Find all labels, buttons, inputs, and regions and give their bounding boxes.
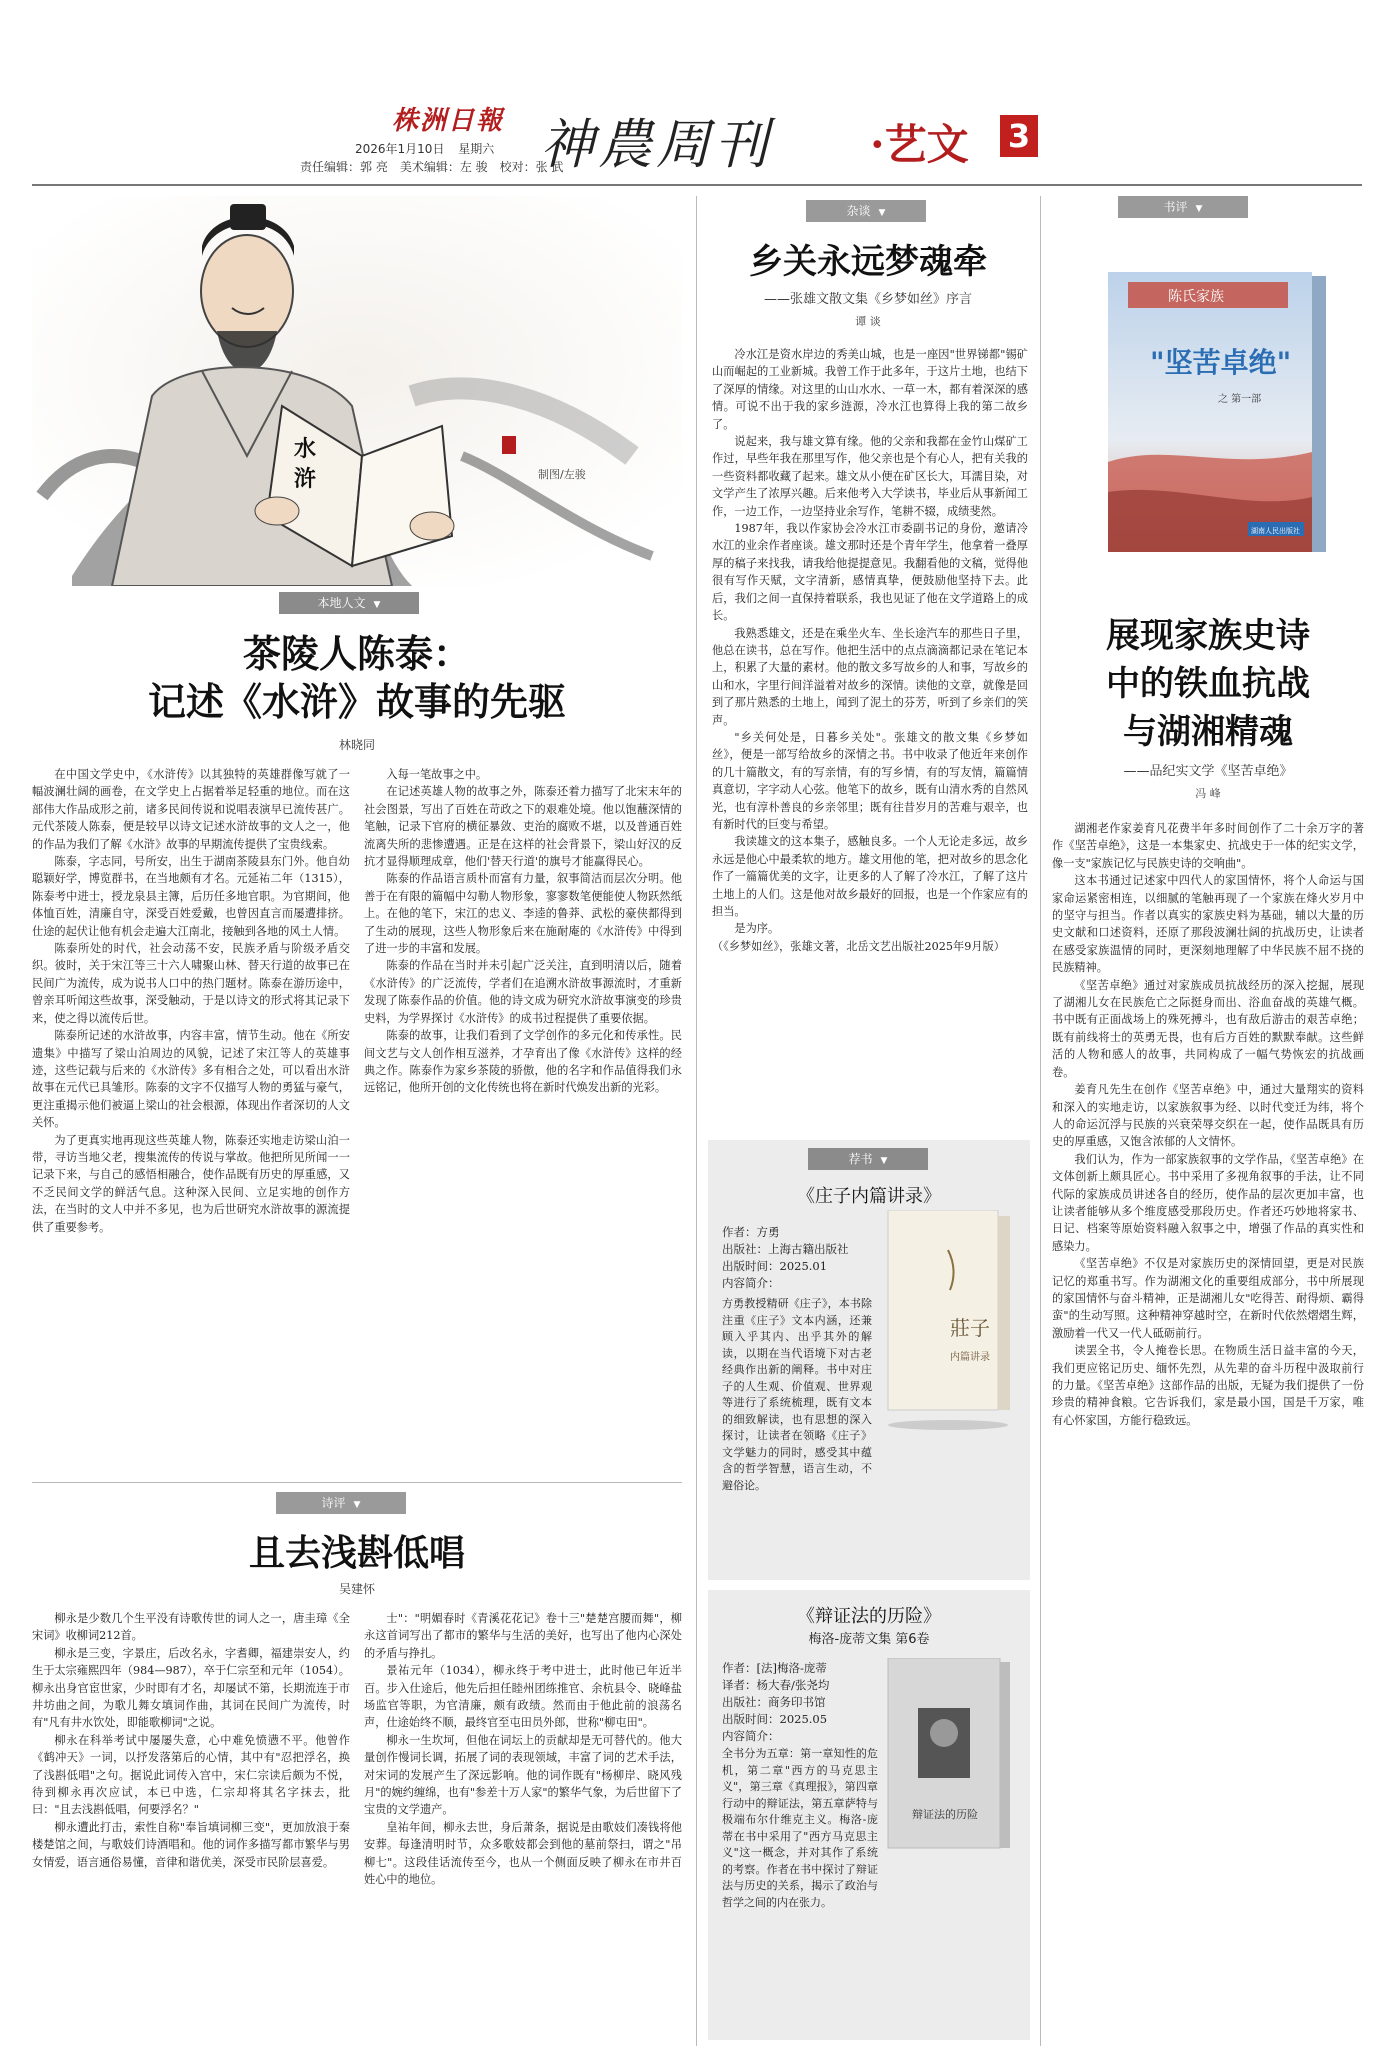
book1-cover-sub: 内篇讲录 — [950, 1352, 990, 1363]
book1-publisher: 出版社：上海古籍出版社 — [722, 1242, 849, 1256]
review-para: 《坚苦卓绝》不仅是对家族历史的深情回望，更是对民族记忆的郑重书写。作为湖湘文化的重要组成部分，书中所展现的家国情怀与奋斗精神，正是湖湘儿女"吃得苦、耐得烦、霸得蛮"的生动写照。这种精神穿越时空，在新时代依然熠熠生辉，激励着一代又一代人砥砺前行。 — [1052, 1257, 1364, 1340]
poetry-para: 柳永遭此打击，索性自称"奉旨填词柳三变"，更加放浪于秦楼楚馆之间，与歌妓们诗酒唱和。他的词作多描写都市繁华与男女情爱，语言通俗易懂，音律和谐优美，深受市民阶层喜爱。 — [32, 1820, 350, 1869]
books-section-tag — [808, 1148, 928, 1170]
issue-date — [355, 140, 494, 157]
tag-arrow-icon: ▼ — [1195, 204, 1203, 214]
date-text: 2026年1月10日 — [355, 142, 445, 156]
review-para: 读罢全书，令人掩卷长思。在物质生活日益丰富的今天，我们更应铭记历史、缅怀先烈，从先辈的奋斗历程中汲取前行的力量。《坚苦卓绝》这部作品的出版，无疑为我们提供了一份珍贵的精神食粮。它告诉我们，家是最小国，国是千万家，唯有心怀家国，方能行稳致远。 — [1052, 1344, 1364, 1427]
book2-translator: 译者：杨大春/张尧均 — [722, 1678, 830, 1692]
review-title-line1: 展现家族史诗 — [1106, 616, 1310, 656]
page-number-badge — [1000, 115, 1038, 157]
poetry-author: 吴建怀 — [338, 1582, 375, 1596]
preface-title: 乡关永远梦魂牵 — [749, 242, 987, 282]
preface-para: 是为序。 — [734, 922, 780, 936]
poetry-para: 柳永是三变，字景庄，后改名永，字耆卿，福建崇安人，约生于太宗雍熙四年（984—987），卒于仁宗至和元年（1054）。柳永出身官宦世家，少时即有才名，却屡试不第，长期流连于市井坊曲之间，为歌儿舞女填词作曲，其词在民间广为流传，时有"凡有井水饮处，即能歌柳词"之说。 — [32, 1646, 350, 1730]
feature-tag-label: 本地人文 — [317, 596, 366, 610]
feature-para: 陈泰所处的时代，社会动荡不安，民族矛盾与阶级矛盾交织。彼时，关于宋江等三十六人啸聚山林、替天行道的故事已在民间广为流传，成为说书人口中的热门题材。陈泰在游历途中，曾亲耳听闻这些故事，深受触动，于是以诗文的形式将其记录下来，使之得以流传后世。 — [32, 942, 350, 1025]
editors-credit: 责任编辑：郭 亮 美术编辑：左 骏 校对：张 武 — [300, 160, 564, 174]
preface-para: 1987年，我以作家协会冷水江市委副书记的身份，邀请冷水江的业余作者座谈。雄文那时还是个青年学生，他拿着一叠厚厚的稿子来找我，请我给他提提意见。我翻看他的文稿，觉得他很有写作天赋，文字清新，感情真挚，便鼓励他坚持下去。此后，我们之间一直保持着联系，我也见证了他在文学道路上的成长。 — [712, 522, 1028, 623]
illustration-caption: 制图/左骏 — [538, 468, 586, 481]
feature-title-line1: 茶陵人陈泰： — [242, 631, 471, 676]
poetry-para: 景祐元年（1034），柳永终于考中进士，此时他已年近半百。步入仕途后，他先后担任睦州团练推官、余杭县令、晓峰盐场监官等职，为官清廉，颇有政绩。然而由于他此前的浪荡名声，仕途始终不顺，最终官至屯田员外郎，世称"柳屯田"。 — [364, 1664, 682, 1730]
preface-title-block — [704, 240, 1032, 329]
poetry-para: 柳永在科举考试中屡屡失意，心中难免愤懑不平。他曾作《鹤冲天》一词，以抒发落第后的心情，其中有"忍把浮名，换了浅斟低唱"之句。据说此词传入宫中，宋仁宗读后颇为不悦，待到柳永再次应试，本已中选，仁宗却将其名字抹去，批曰："且去浅斟低唱，何要浮名？" — [32, 1733, 350, 1817]
feature-para: 陈泰的作品语言质朴而富有力量，叙事简洁而层次分明。他善于在有限的篇幅中勾勒人物形象，寥寥数笔便能使人物跃然纸上。在他的笔下，宋江的忠义、李逵的鲁莽、武松的豪侠都得到了生动的展现，这些人物形象后来在施耐庵的《水浒传》中得到了进一步的丰富和发展。 — [364, 872, 682, 956]
masthead-rule — [32, 184, 1362, 186]
review-para: 我们认为，作为一部家族叙事的文学作品，《坚苦卓绝》在文体创新上颇具匠心。书中采用了多视角叙事的手法，让不同代际的家族成员讲述各自的经历，使作品的层次更加丰富，也让读者能够从多个维度感受那段历史。作者还巧妙地将家书、日记、档案等原始资料融入叙事之中，增强了作品的真实性和感染力。 — [1052, 1152, 1364, 1253]
review-para: 《坚苦卓绝》通过对家族成员抗战经历的深入挖掘，展现了湖湘儿女在民族危亡之际挺身而出、浴血奋战的英雄气概。书中既有正面战场上的殊死搏斗，也有敌后游击的艰苦卓绝；既有前线将士的英勇无畏，也有后方百姓的默默奉献。这些鲜活的人物和感人的故事，共同构成了一幅气势恢宏的抗战画卷。 — [1052, 978, 1364, 1079]
tag-arrow-icon: ▼ — [878, 208, 886, 218]
poetry-col2 — [364, 1610, 682, 1889]
poetry-title-block — [32, 1530, 682, 1597]
book1-intro: 方勇教授精研《庄子》，本书除注重《庄子》文本内涵，还兼顾入乎其内、出乎其外的解读，以期在当代语境下对古老经典作出新的阐释。书中对庄子的人生观、价值观、世界观等进行了系统梳理，既有文本的细致解读，也有思想的深入探讨，让读者在领略《庄子》文学魅力的同时，感受其中蕴含的哲学智慧，语言生动，不避俗论。 — [722, 1297, 872, 1492]
book2-cover-art — [884, 1658, 1012, 1858]
section-title: 神農周刊 — [540, 113, 772, 176]
preface-para: 说起来，我与雄文算有缘。他的父亲和我都在金竹山煤矿工作过，早些年我在那里写作，他父亲也是个有心人，把有关我的一些资料都收藏了起来。雄文从小便在矿区长大，耳濡目染，对文学产生了浓厚兴趣。后来他考入大学读书，毕业后从事新闻工作，一边工作，一边坚持业余写作，笔耕不辍，成绩斐然。 — [712, 435, 1028, 518]
feature-title-line2: 记述《水浒》故事的先驱 — [147, 679, 566, 724]
poetry-title: 且去浅斟低唱 — [248, 1532, 465, 1574]
book2-date: 出版时间：2025.05 — [722, 1712, 828, 1726]
preface-para: （《乡梦如丝》，张雄文著，北岳文艺出版社2025年9月版） — [712, 939, 1005, 953]
preface-para: 我读雄文的这本集子，感触良多。一个人无论走多远，故乡永远是他心中最柔软的地方。雄文用他的笔，把对故乡的思念化作了一篇篇优美的文字，让更多的人了解了冷水江，了解了这片土地上的人们。这是他对故乡最好的回报，也是一个作家应有的担当。 — [712, 835, 1028, 918]
book2-intro: 全书分为五章：第一章知性的危机，第二章"西方的马克思主义"，第三章《真理报》，第四章行动中的辩证法，第五章萨特与极端布尔什维克主义。梅洛-庞蒂在书中采用了"西方马克思主义"这一概念，并对其作了系统的考察。作者在书中探讨了辩证法与历史的关系，揭示了政治与哲学之间的内在张力。 — [722, 1747, 878, 1909]
feature-para: 为了更真实地再现这些英雄人物，陈泰还实地走访梁山泊一带，寻访当地父老，搜集流传的传说与掌故。他把所见所闻一一记录下来，与自己的感悟相融合，使作品既有历史的厚重感，又不乏民间文学的鲜活气息。这种深入民间、立足实地的创作方法，在当时的文人中并不多见，也为后世研究水浒故事的源流提供了重要参考。 — [32, 1133, 350, 1234]
review-body — [1052, 820, 1364, 1429]
poetry-para: 皇祐年间，柳永去世，身后萧条，据说是由歌妓们凑钱将他安葬。每逢清明时节，众多歌妓都会到他的墓前祭扫，谓之"吊柳七"。这段佳话流传至今，也从一个侧面反映了柳永在市井百姓心中的地位。 — [364, 1820, 682, 1887]
section-subtitle: ·艺文 — [870, 120, 969, 169]
book2-meta — [722, 1660, 872, 1745]
feature-para: 陈泰所记述的水浒故事，内容丰富，情节生动。他在《所安遗集》中描写了梁山泊周边的风貌，记述了宋江等人的英雄事迹，这些记载与后来的《水浒传》多有相合之处，可以看出水浒故事在元代已具雏形。陈泰的文字不仅描写人物的勇猛与豪气，更注重揭示他们被逼上梁山的社会根源，体现出作者深切的人文关怀。 — [32, 1029, 350, 1130]
poetry-section-tag — [276, 1492, 406, 1514]
divider-feature-poetry — [32, 1482, 682, 1483]
feature-para: 在中国文学史中，《水浒传》以其独特的英雄群像写就了一幅波澜壮阔的画卷，在文学史上占据着举足轻重的地位。而在这部伟大作品成形之前，诸多民间传说和说唱表演早已流传甚广。元代茶陵人陈泰，便是较早以诗文记述水浒故事的文人之一，他的作品为我们了解《水浒》故事的早期流传提供了宝贵线索。 — [32, 768, 350, 851]
preface-para: 我熟悉雄文，还是在乘坐火车、坐长途汽车的那些日子里，他总在读书，总在写作。他把生活中的点点滴滴都记录在笔记本上，积累了大量的素材。他的散文多写故乡的人和事，写故乡的山和水，字里行间洋溢着对故乡的深情。读他的文章，就像是回到了那片熟悉的土地上，闻到了泥土的芬芳，听到了乡亲们的笑声。 — [712, 626, 1028, 727]
feature-para: 陈泰的故事，让我们看到了文学创作的多元化和传承性。民间文艺与文人创作相互滋养，才孕育出了像《水浒传》这样的经典之作。陈泰作为家乡茶陵的骄傲，他的名字和作品值得我们永远铭记，他所开创的文化传统也将在新时代焕发出新的光彩。 — [364, 1029, 682, 1095]
review-section-tag — [1118, 196, 1248, 218]
newspaper-logo: 株洲日報 — [392, 106, 505, 136]
poetry-para: 柳永一生坎坷，但他在词坛上的贡献却是无可替代的。他大量创作慢词长调，拓展了词的表现领域，丰富了词的艺术手法，对宋词的发展产生了深远影响。他的词作既有"杨柳岸、晓风残月"的婉约缠绵，也有"参差十万人家"的繁华气象，为后世留下了宝贵的文学遗产。 — [364, 1733, 682, 1817]
book-title-text-2: 浒 — [294, 466, 317, 492]
column-divider-right — [1040, 196, 1041, 2046]
review-cover-title: "坚苦卓绝" — [1150, 346, 1292, 379]
review-cover-sub: 之 第一部 — [1218, 394, 1262, 405]
scholar-painting — [32, 196, 682, 586]
book1-cover-art — [878, 1210, 1018, 1430]
poetry-col1 — [32, 1610, 350, 1871]
preface-body — [712, 346, 1028, 955]
tag-arrow-icon: ▼ — [373, 600, 381, 610]
preface-tag-label: 杂谈 — [846, 204, 871, 218]
review-title-line2: 中的铁血抗战 — [1106, 664, 1310, 704]
feature-para: 入每一笔故事之中。 — [386, 768, 488, 781]
review-cover-publisher: 湖南人民出版社 — [1251, 527, 1300, 535]
books-tag-label: 荐书 — [848, 1152, 873, 1166]
book1-meta — [722, 1224, 872, 1292]
feature-para: 在记述英雄人物的故事之外，陈泰还着力描写了北宋末年的社会图景，写出了百姓在苛政之下的艰难处境。他以饱蘸深情的笔触，记录下官府的横征暴敛、吏治的腐败不堪，以及普通百姓流离失所的悲惨遭遇。正是在这样的社会背景下，梁山好汉的反抗才显得顺理成章，他们'替天行道'的旗号才能赢得民心。 — [364, 785, 682, 869]
book2-title: 《辩证法的历险》 — [797, 1606, 941, 1627]
review-cover-art — [1108, 272, 1328, 552]
weekday-text: 星期六 — [458, 142, 495, 156]
book2-publisher: 出版社：商务印书馆 — [722, 1695, 826, 1709]
review-title-line3: 与湖湘精魂 — [1123, 712, 1293, 752]
tag-arrow-icon: ▼ — [880, 1156, 888, 1166]
poetry-para: 柳永是少数几个生平没有诗歌传世的词人之一，唐圭璋《全宋词》收柳词212首。 — [32, 1612, 350, 1643]
review-book-cover — [1108, 272, 1328, 552]
review-title-block — [1048, 612, 1368, 801]
review-para: 湖湘老作家姜育凡花费半年多时间创作了二十余万字的著作《坚苦卓绝》，这是一本集家史、抗战史于一体的纪实文学，像一支"家族记忆与民族史诗的交响曲"。 — [1052, 822, 1364, 870]
book2-intro-label: 内容简介： — [722, 1729, 780, 1743]
review-subtitle: ——品纪实文学《坚苦卓绝》 — [1123, 764, 1293, 779]
book1-cover-title: 莊子 — [950, 1316, 990, 1340]
tag-arrow-icon: ▼ — [353, 1500, 361, 1510]
feature-para: 陈泰，字志同，号所安，出生于湖南茶陵县东门外。他自幼聪颖好学，博览群书，在当地颇有才名。元延祐二年（1315），陈泰考中进士，授龙泉县主簿，后历任多地官职。为官期间，他体恤百姓，清廉自守，深受百姓爱戴，也曾因直言而屡遭排挤。仕途的起伏让他有机会走遍大江南北，接触到各地的风土人情。 — [32, 855, 350, 938]
feature-title — [32, 630, 682, 753]
preface-subtitle: ——张雄文散文集《乡梦如丝》序言 — [763, 292, 972, 307]
review-para: 这本书通过记述家中四代人的家国情怀，将个人命运与国家命运紧密相连，以细腻的笔触再现了一个家族在烽火岁月中的坚守与担当。作者以真实的家族史料为基础，辅以大量的历史文献和口述资料，还原了那段波澜壮阔的抗战历史，让读者在感受家族温情的同时，更深刻地理解了中华民族不屈不挠的民族精神。 — [1052, 874, 1364, 975]
feature-section-tag — [279, 592, 419, 614]
preface-para: "乡关何处是，日暮乡关处"。张雄文的散文集《乡梦如丝》，便是一部写给故乡的深情之书。书中收录了他近年来创作的几十篇散文，有的写亲情，有的写乡情，有的写友情，篇篇情真意切，字字动人心弦。他笔下的故乡，既有山清水秀的自然风光，也有淳朴善良的乡亲邻里；既有往昔岁月的苦难与艰辛，也有新时代的巨变与希望。 — [712, 730, 1028, 831]
preface-section-tag — [806, 200, 926, 222]
review-tag-label: 书评 — [1163, 200, 1188, 214]
book-title-text: 水 — [294, 436, 317, 462]
book1-author: 作者：方勇 — [722, 1225, 780, 1239]
feature-illustration — [32, 196, 682, 586]
book1-cover — [878, 1210, 1018, 1430]
book2-cover — [884, 1658, 1012, 1858]
book1-title: 《庄子内篇讲录》 — [797, 1186, 941, 1207]
book-recommend-box — [708, 1140, 1030, 2040]
feature-author: 林晓同 — [338, 738, 375, 752]
masthead — [0, 0, 1393, 176]
feature-col2 — [364, 766, 682, 1097]
page-number: 3 — [1007, 117, 1031, 155]
book1-date: 出版时间：2025.01 — [722, 1259, 828, 1273]
review-para: 姜育凡先生在创作《坚苦卓绝》中，通过大量翔实的资料和深入的实地走访，以家族叙事为经、以时代变迁为纬，将个人的命运沉浮与民族的兴衰荣辱交织在一起，使作品既具有历史的厚重感，又饱含浓郁的人文情怀。 — [1052, 1083, 1364, 1149]
books-divider — [708, 1580, 1030, 1590]
feature-col1 — [32, 766, 350, 1236]
book2-cover-title: 辩证法的历险 — [912, 1808, 978, 1821]
preface-para: 冷水江是资水岸边的秀美山城，也是一座因"世界锑都"锡矿山而崛起的工业新城。我曾工作于此多年，于这片土地，也结下了深厚的情缘。对这里的山山水水、一草一木，都有着深深的感情。可说不出于我的家乡涟源，冷水江也算得上我的第二故乡了。 — [712, 348, 1028, 431]
column-divider-left — [696, 196, 697, 2046]
book2-subtitle: 梅洛-庞蒂文集 第6卷 — [808, 1632, 930, 1647]
review-cover-banner: 陈氏家族 — [1168, 289, 1224, 305]
book1-intro-label: 内容简介： — [722, 1276, 780, 1290]
poetry-tag-label: 诗评 — [321, 1496, 346, 1510]
preface-author: 谭 谈 — [855, 315, 881, 328]
review-author: 冯 峰 — [1195, 787, 1221, 800]
book2-author: 作者：[法]梅洛-庞蒂 — [722, 1661, 827, 1675]
feature-para: 陈泰的作品在当时并未引起广泛关注，直到明清以后，随着《水浒传》的广泛流传，学者们在追溯水浒故事源流时，才重新发现了陈泰作品的价值。他的诗文成为研究水浒故事演变的珍贵史料，为学界探讨《水浒传》的成书过程提供了重要依据。 — [364, 959, 682, 1025]
poetry-para: 士"："明媚春时《青溪花花记》卷十三"楚楚宫腰而舞"，柳永这首词写出了都市的繁华与生活的美好，也写出了他内心深处的矛盾与挣扎。 — [364, 1612, 682, 1660]
